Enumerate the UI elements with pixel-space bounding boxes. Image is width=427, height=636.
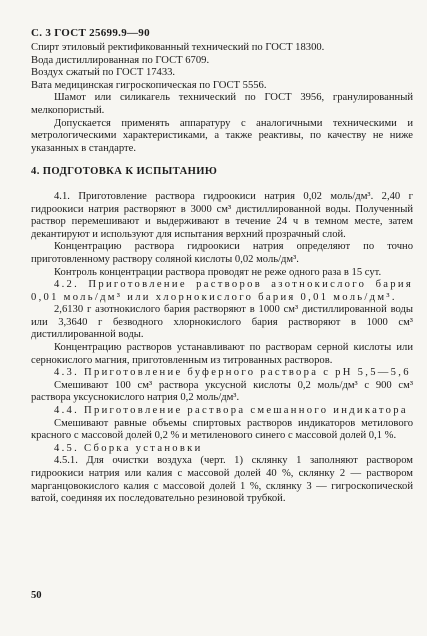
paragraph: 4.1. Приготовление раствора гидроокиси натрия 0,02 моль/дм³. 2,40 г гидроокиси натрия растворяют в 3000 см³ дистиллированной воды. Полученный раствор перемешивают и выдерживают в течение 24 ч в темном месте, затем декантируют и используют для испытания верхний прозрачный слой.	[31, 190, 413, 240]
document-body	[31, 42, 413, 506]
subsection-heading: 4.3. Приготовление буферного раствора с pH 5,5—5,6	[54, 367, 411, 379]
paragraph: Контроль концентрации раствора проводят не реже одного раза в 15 сут.	[54, 266, 382, 278]
paragraph: 4.5.1. Для очистки воздуха (черт. 1) склянку 1 заполняют раствором гидроокиси натрия или калия с массовой долей 40 %, склянку 2 — раствором марганцовокислого калия с массовой долей 1 %, склянку 3 — гигроскопической ватой, соединяя их последовательно резиновой трубкой.	[31, 455, 413, 505]
paragraph: Концентрацию растворов устанавливают по растворам серной кислоты или сернокислого магния, приготовленным из титрованных растворов.	[31, 342, 413, 366]
paragraph: Смешивают равные объемы спиртовых растворов индикаторов метилового красного с массовой долей 0,2 % и метиленового синего с массовой долей 0,1 %.	[31, 417, 413, 442]
paragraph: Концентрацию раствора гидроокиси натрия определяют по точно приготовленному раствору соляной кислоты 0,02 моль/дм³.	[31, 241, 413, 265]
paragraph: Допускается применять аппаратуру с аналогичными техническими и метрологическими характеристиками, а также реактивы, по качеству не ниже указанных в стандарте.	[31, 117, 413, 154]
text-line: Вода дистиллированная по ГОСТ 6709.	[31, 54, 210, 66]
text-line: Воздух сжатый по ГОСТ 17433.	[31, 67, 176, 79]
section-heading: 4. ПОДГОТОВКА К ИСПЫТАНИЮ	[31, 166, 218, 178]
paragraph: Шамот или силикагель технический по ГОСТ 3956, гранулированный мелкопористый.	[31, 92, 413, 116]
subsection-heading: 4.5. Сборка установки	[54, 442, 203, 454]
text-line: Спирт этиловый ректификованный технический по ГОСТ 18300.	[31, 42, 325, 53]
text-line: Вата медицинская гигроскопическая по ГОСТ 5556.	[31, 79, 267, 91]
subsection-heading: 4.2. Приготовление растворов азотнокислого бария 0,01 моль/дм³ или хлорнокислого бария 0,01 моль/дм³.	[31, 279, 413, 303]
subsection-heading: 4.4. Приготовление раствора смешанного индикатора	[54, 405, 408, 417]
paragraph: Смешивают 100 см³ раствора уксусной кислоты 0,2 моль/дм³ с 900 см³ раствора уксуснокислого натрия 0,2 моль/дм³.	[31, 379, 413, 404]
paragraph: 2,6130 г азотнокислого бария растворяют в 1000 см³ дистиллированной воды или 3,3640 г безводного хлорнокислого бария растворяют в 1000 см³ дистиллированной воды.	[31, 304, 413, 341]
page-number: 50	[31, 590, 42, 601]
page-header: С. 3 ГОСТ 25699.9—90	[31, 27, 150, 39]
